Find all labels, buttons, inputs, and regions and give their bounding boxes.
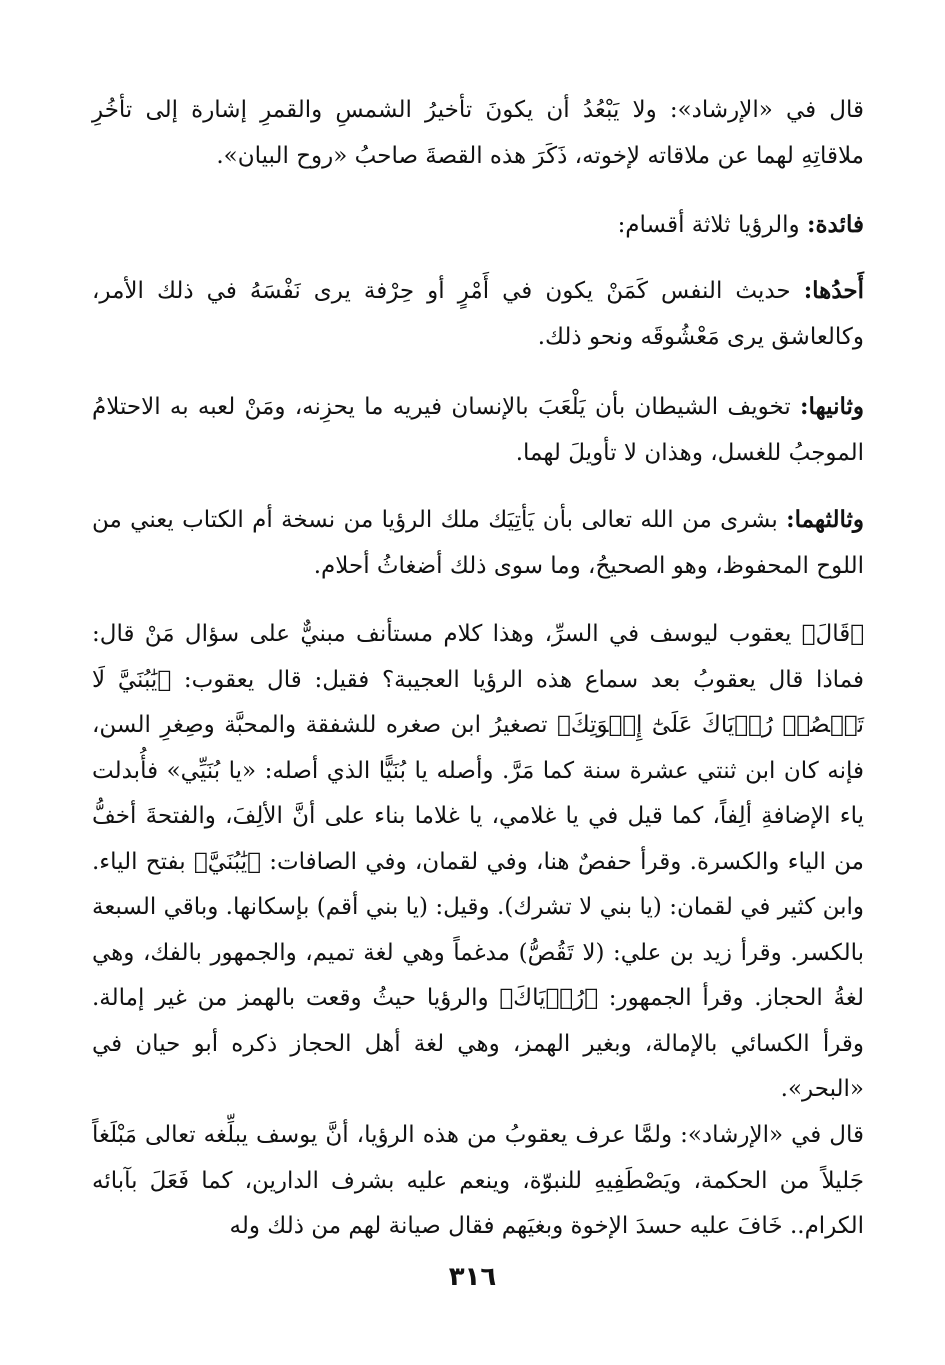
paragraph-text: والرؤيا ثلاثة أقسام: (617, 212, 807, 238)
paragraph-first-type (92, 268, 864, 360)
paragraph-third-type (92, 497, 864, 589)
paragraph-text: بشرى من الله تعالى بأن يَأتِيَك ملك الرؤيا من نسخة أم الكتاب يعني من اللوح المحفوظ، وهو الصحيحُ، وما سوى ذلك أضغاثُ أحلام. (92, 507, 864, 579)
paragraph-faida (92, 202, 864, 249)
paragraph-text: ﴿قَالَ﴾ يعقوب ليوسف في السرِّ، وهذا كلام مستأنف مبنيٌّ على سؤال مَنْ قال: فماذا قال يعقوبُ بعد سماع هذه الرؤيا العجيبة؟ فقيل: قال يعقوب: ﴿يَٰبُنَيَّ لَا تَقۡصُصۡ رُءۡيَاكَ عَلَىٰٓ إِخۡوَتِكَ﴾ تصغيرُ ابن صغره للشفقة والمحبَّة وصِغرِ السن، فإنه كان ابن ثنتي عشرة سنة كما مَرَّ. وأصله يا بُنَيًّا الذي أصله: «يا بُنَيِّي» فأُبدلت ياء الإضافةِ ألِفاً، كما قيل في يا غلامي، يا غلاما بناء على أنَّ الألِفَ، والفتحةَ أخفُّ من الياء والكسرة. وقرأ حفصٌ هنا، وفي لقمان، وفي الصافات: ﴿يَٰبُنَيَّ﴾ بفتح الياء. وابن كثير في لقمان: (يا بني لا تشرك). وقيل: (يا بني أقم) بإسكانها. وباقي السبعة بالكسر. وقرأ زيد بن علي: (لا تَقُصُّ) مدغماً وهي لغة تميم، والجمهور بالفك، وهي لغةُ الحجاز. وقرأ الجمهور: ﴿رُءۡيَاكَ﴾ والرؤيا حيثُ وقعت بالهمز من غير إمالة. وقرأ الكسائي بالإمالة، وبغير الهمز، وهي لغة أهل الحجاز ذكره أبو حيان في «البحر». (92, 621, 864, 1102)
paragraph-yaqub-said (92, 612, 864, 1113)
paragraph-lead: فائدة: (806, 211, 864, 238)
paragraph-second-type (92, 384, 864, 476)
paragraph-text: تخويف الشيطان بأن يَلْعَبَ بالإنسان فيريه ما يحزِنه، ومَنْ لعبه به الاحتلامُ الموجبُ للغسل، وهذان لا تأويلَ لهما. (92, 394, 864, 466)
paragraph-text: قال في «الإرشاد»: ولا يَبْعُدُ أن يكونَ تأخيرُ الشمسِ والقمرِ إشارة إلى تأخُرِ ملاقاتِهِ لهما عن ملاقاته لإخوته، ذَكَرَ هذه القصةَ صاحبُ «روح البيان». (92, 97, 864, 169)
paragraph-lead: وثانيها: (800, 393, 864, 420)
page-number: ٣١٦ (448, 1262, 497, 1292)
paragraph-irshad-envy (92, 1113, 864, 1250)
paragraph-text: قال في «الإرشاد»: ولمَّا عرف يعقوبُ من هذه الرؤيا، أنَّ يوسف يبلِّغه تعالى مَبْلَغاً جَليلاً من الحكمة، ويَصْطَفِيهِ للنبوّة، وينعم عليه بشرف الدارين، كما فَعَلَ بآبائه الكرام.. خَافَ عليه حسدَ الإخوة وبغيَهم فقال صيانة لهم من ذلك وله (92, 1122, 864, 1239)
paragraph-lead: وثالثهما: (786, 506, 864, 533)
paragraph-text: حديث النفس كَمَنْ يكون في أَمْرٍ أو حِرْفة يرى نَفْسَهُ في ذلك الأمر، وكالعاشق يرى مَعْشُوقَه ونحو ذلك. (92, 278, 864, 350)
paragraph-lead: أَحدُها: (803, 277, 864, 304)
paragraph-irshad-sun-moon (92, 88, 864, 179)
